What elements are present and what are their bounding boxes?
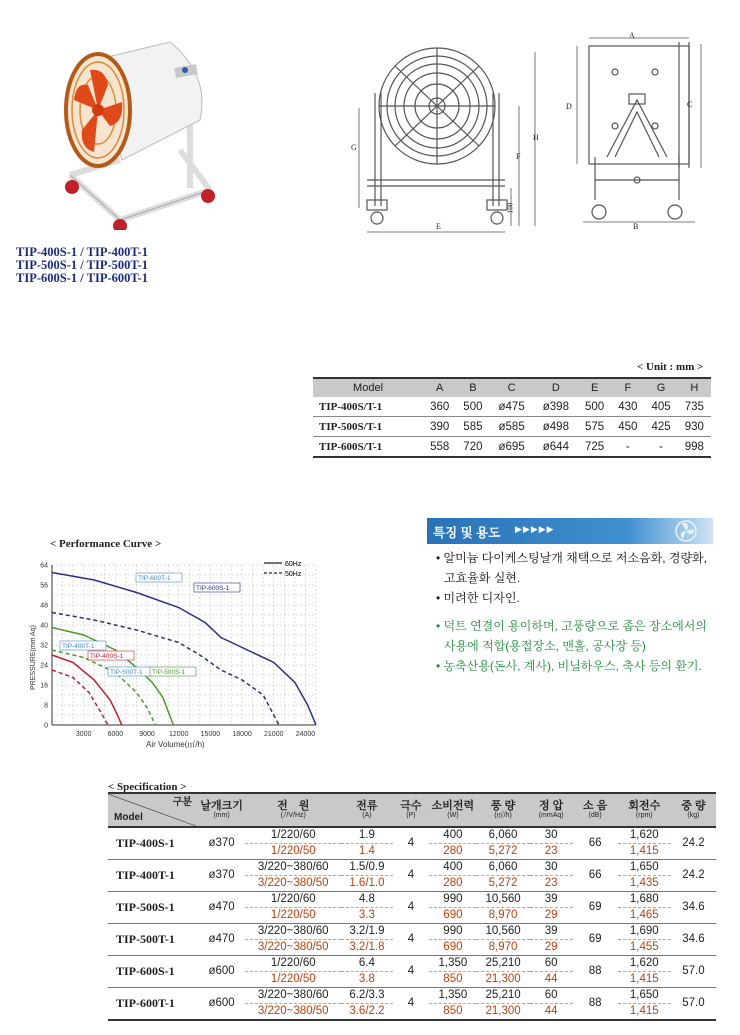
spec-cell: 25,210 [476,988,529,1004]
spec-cell: 69 [573,924,618,956]
spec-row [108,956,716,972]
unit-label: < Unit : mm > [637,361,704,373]
y-tick-label: 8 [44,702,48,710]
dim-cell: - [644,437,677,458]
spec-cell: 1,620 [618,956,671,972]
spec-cell: 66 [573,827,618,860]
spec-cell: 3.2/1.8 [341,940,392,956]
x-tick-label: 12000 [168,731,189,738]
spec-row [108,860,716,876]
spec-cell: 4 [393,988,430,1021]
product-name: TIP-500S-1 / TIP-500T-1 [16,258,148,272]
spec-cell: 3.2/1.9 [341,924,392,940]
dim-cell: 425 [644,417,677,437]
spec-cell: 1/220/50 [245,908,341,924]
spec-row [108,827,716,844]
side-view-drawing [565,32,715,232]
spec-cell: 8,970 [476,940,529,956]
spec-cell: 1/220/60 [245,892,341,908]
spec-cell: 1,455 [618,940,671,956]
dim-cell: 998 [678,437,711,458]
spec-cell: 4 [393,924,430,956]
spec-cell: 66 [573,860,618,892]
spec-cell: ø370 [198,827,245,860]
spec-cell: 990 [429,892,476,908]
dim-header: D [534,378,578,397]
spec-cell: 25,210 [476,956,529,972]
spec-cell: 1,415 [618,1004,671,1021]
spec-row [108,892,716,908]
spec-cell: 690 [429,940,476,956]
spec-cell: 1/220/60 [245,827,341,844]
x-tick-label: 18000 [232,731,252,738]
spec-cell: 1/220/50 [245,972,341,988]
features-banner [427,518,713,544]
spec-cell: TIP-600S-1 [108,956,198,988]
spec-cell: 30 [530,860,573,876]
spec-cell: 1.9 [341,827,392,844]
spec-cell: 280 [429,876,476,892]
spec-cell: TIP-500S-1 [108,892,198,924]
legend-50hz: 50Hz [285,571,302,578]
spec-cell: 6.4 [341,956,392,972]
spec-cell: ø600 [198,956,245,988]
spec-cell: 10,560 [476,924,529,940]
spec-cell: 1,415 [618,844,671,860]
spec-cell: ø470 [198,924,245,956]
dim-cell: 930 [678,417,711,437]
dim-cell: TIP-600S/T-1 [313,437,423,458]
spec-cell: 1/220/50 [245,844,341,860]
spec-row [108,924,716,940]
spec-cell: 69 [573,892,618,924]
spec-cell: 3.3 [341,908,392,924]
front-view-drawing [345,38,545,238]
spec-cell: TIP-500T-1 [108,924,198,956]
dim-header: E [578,378,611,397]
spec-cell: 400 [429,860,476,876]
spec-cell: 280 [429,844,476,860]
spec-cell: 57.0 [671,988,716,1021]
chart-title: < Performance Curve > [50,538,162,550]
spec-cell: 1/220/60 [245,956,341,972]
spec-cell: 4 [393,860,430,892]
spec-cell: 1,435 [618,876,671,892]
spec-cell: ø370 [198,860,245,892]
dim-label-c: C [687,100,693,109]
spec-cell: 1,650 [618,860,671,876]
spec-cell: 1,680 [618,892,671,908]
feature-item: • 농축산용(돈사, 계사), 비닐하우스, 축사 등의 환기. [436,659,702,673]
spec-cell: 850 [429,1004,476,1021]
spec-cell: 23 [530,876,573,892]
spec-cell: 4 [393,892,430,924]
spec-cell: TIP-400S-1 [108,827,198,860]
curve-label: TIP-400S-1 [90,653,124,660]
dim-cell: 430 [611,397,644,417]
spec-cell: 3/220~380/60 [245,860,341,876]
spec-cell: 3/220~380/50 [245,876,341,892]
spec-title: < Specification > [108,781,187,793]
spec-cell: 1.5/0.9 [341,860,392,876]
feature-item: 사용에 적합(용접장소, 맨홀, 공사장 등) [444,639,646,653]
spec-header: 풍 량 (㎥/h) [476,793,529,827]
spec-row [108,988,716,1004]
product-photo [50,30,225,230]
dim-cell: ø695 [490,437,534,458]
spec-cell: 1,350 [429,956,476,972]
spec-cell: TIP-600T-1 [108,988,198,1021]
x-tick-label: 15000 [200,731,221,738]
dim-label-g: G [351,143,357,152]
dim-label-a: A [629,31,635,40]
performance-chart [26,550,326,760]
y-tick-label: 0 [44,722,48,730]
dimension-row [313,437,711,458]
dim-cell: TIP-500S/T-1 [313,417,423,437]
dim-cell: 500 [456,397,489,417]
dim-label-d: D [566,102,572,111]
spec-header: 소 음 (dB) [573,793,618,827]
spec-cell: 10,560 [476,892,529,908]
spec-header-row [108,793,716,827]
dim-cell: 558 [423,437,456,458]
x-tick-label: 3000 [75,731,92,738]
dim-label-h: H [533,133,539,142]
spec-cell: 6.2/3.3 [341,988,392,1004]
spec-cell: 34.6 [671,892,716,924]
spec-cell: 4 [393,956,430,988]
y-tick-label: 56 [40,582,48,590]
x-tick-label: 24000 [295,731,316,738]
spec-cell: 29 [530,908,573,924]
dim-cell: 720 [456,437,489,458]
dim-label-100: 100 [506,202,515,214]
dimension-row [313,397,711,417]
spec-cell: 34.6 [671,924,716,956]
dim-header: H [678,378,711,397]
spec-cell: 60 [530,988,573,1004]
spec-cell: 24.2 [671,860,716,892]
spec-cell: 29 [530,940,573,956]
curve-label: TIP-500T-1 [110,669,143,676]
dim-cell: 450 [611,417,644,437]
spec-cell: 39 [530,924,573,940]
spec-cell: 3/220~380/50 [245,1004,341,1021]
dim-cell: 405 [644,397,677,417]
spec-cell: 1,650 [618,988,671,1004]
dim-label-b: B [633,222,639,231]
y-tick-label: 16 [40,682,48,690]
spec-cell: 30 [530,827,573,844]
spec-cell: 23 [530,844,573,860]
x-tick-label: 21000 [264,731,284,738]
y-tick-label: 64 [40,562,48,570]
dim-cell: 585 [456,417,489,437]
dim-cell: 360 [423,397,456,417]
curve-label: TIP-500S-1 [152,669,186,676]
spec-cell: 1.4 [341,844,392,860]
spec-cell: 1,620 [618,827,671,844]
y-tick-label: 40 [40,622,48,630]
spec-cell: 400 [429,827,476,844]
dim-cell: 500 [578,397,611,417]
x-tick-label: 9000 [139,731,155,738]
spec-cell: 990 [429,924,476,940]
curve-label: TIP-600S-1 [196,585,230,592]
dim-cell: ø644 [534,437,578,458]
spec-cell: 3/220~380/60 [245,924,341,940]
dimension-row [313,417,711,437]
dim-header: F [611,378,644,397]
spec-cell: 88 [573,956,618,988]
spec-cell: 1.6/1.0 [341,876,392,892]
dim-cell: 735 [678,397,711,417]
spec-cell: ø600 [198,988,245,1021]
spec-cell: 60 [530,956,573,972]
feature-item: • 미려한 디자인. [436,591,520,605]
spec-cell: 1,465 [618,908,671,924]
feature-item: • 덕트 연결이 용이하며, 고풍량으로 좁은 장소에서의 [436,619,707,633]
spec-header: 중 량 (kg) [671,793,716,827]
dim-cell: - [611,437,644,458]
spec-header: 날개크기 (mm) [198,793,245,827]
spec-cell: 57.0 [671,956,716,988]
dim-cell: 725 [578,437,611,458]
spec-cell: 6,060 [476,827,529,844]
spec-cell: 5,272 [476,844,529,860]
dim-header: G [644,378,677,397]
dim-cell: 390 [423,417,456,437]
spec-cell: 39 [530,892,573,908]
dim-label-f: F [516,152,521,161]
dim-cell: TIP-400S/T-1 [313,397,423,417]
dim-cell: ø498 [534,417,578,437]
product-name-list [16,246,148,285]
fan-icon [673,519,699,543]
spec-cell: 88 [573,988,618,1021]
spec-cell: 21,300 [476,1004,529,1021]
dim-cell: ø398 [534,397,578,417]
curve-label: TIP-400T-1 [62,643,95,650]
dimension-header-row [313,378,711,397]
chart-xlabel: Air Volume(㎥/h) [146,740,205,749]
curve-label: TIP-600T-1 [138,575,171,582]
features-title: 특징 및 용도 [433,526,501,540]
spec-header: 전류 (A) [341,793,392,827]
chart-ylabel: PRESSURE(mm Aq) [30,625,37,690]
dim-cell: ø585 [490,417,534,437]
spec-cell: 5,272 [476,876,529,892]
feature-item: • 알미늄 다이케스팅날개 채택으로 저소음화, 경량화, [436,551,707,565]
dim-cell: 575 [578,417,611,437]
spec-table [108,792,716,1021]
spec-cell: 4.8 [341,892,392,908]
spec-cell: 1,350 [429,988,476,1004]
y-tick-label: 32 [40,642,48,650]
y-tick-label: 24 [40,662,48,670]
dim-cell: ø475 [490,397,534,417]
spec-cell: 21,300 [476,972,529,988]
spec-header: 전 원 (ﾉ/V/Hz) [245,793,341,827]
spec-cell: 3.6/2.2 [341,1004,392,1021]
spec-cell: 4 [393,827,430,860]
spec-cell: 1,690 [618,924,671,940]
product-name: TIP-400S-1 / TIP-400T-1 [16,245,148,259]
dim-header: B [456,378,489,397]
spec-corner-header: 구분 Model [108,793,198,827]
spec-cell: TIP-400T-1 [108,860,198,892]
product-name: TIP-600S-1 / TIP-600T-1 [16,271,148,285]
spec-cell: 8,970 [476,908,529,924]
spec-cell: 3.8 [341,972,392,988]
dim-header: A [423,378,456,397]
dim-header: Model [313,378,423,397]
spec-header: 소비전력 (W) [429,793,476,827]
features-arrows: ▶▶▶▶▶ [515,524,555,534]
spec-cell: ø470 [198,892,245,924]
dim-label-e: E [436,222,441,231]
spec-cell: 3/220~380/60 [245,988,341,1004]
spec-header: 극수 (P) [393,793,430,827]
legend-60hz: 60Hz [285,561,302,568]
spec-cell: 690 [429,908,476,924]
spec-cell: 3/220~380/50 [245,940,341,956]
spec-cell: 6,060 [476,860,529,876]
y-tick-label: 48 [40,602,48,610]
dimension-table [313,377,711,458]
spec-cell: 24.2 [671,827,716,860]
spec-cell: 1,415 [618,972,671,988]
spec-header: 정 압 (mmAq) [530,793,573,827]
spec-header: 회전수 (rpm) [618,793,671,827]
spec-cell: 44 [530,972,573,988]
spec-cell: 44 [530,1004,573,1021]
dim-header: C [490,378,534,397]
x-tick-label: 6000 [107,731,124,738]
feature-item: 고효율화 실현. [444,571,521,585]
spec-cell: 850 [429,972,476,988]
features-list [436,548,726,676]
